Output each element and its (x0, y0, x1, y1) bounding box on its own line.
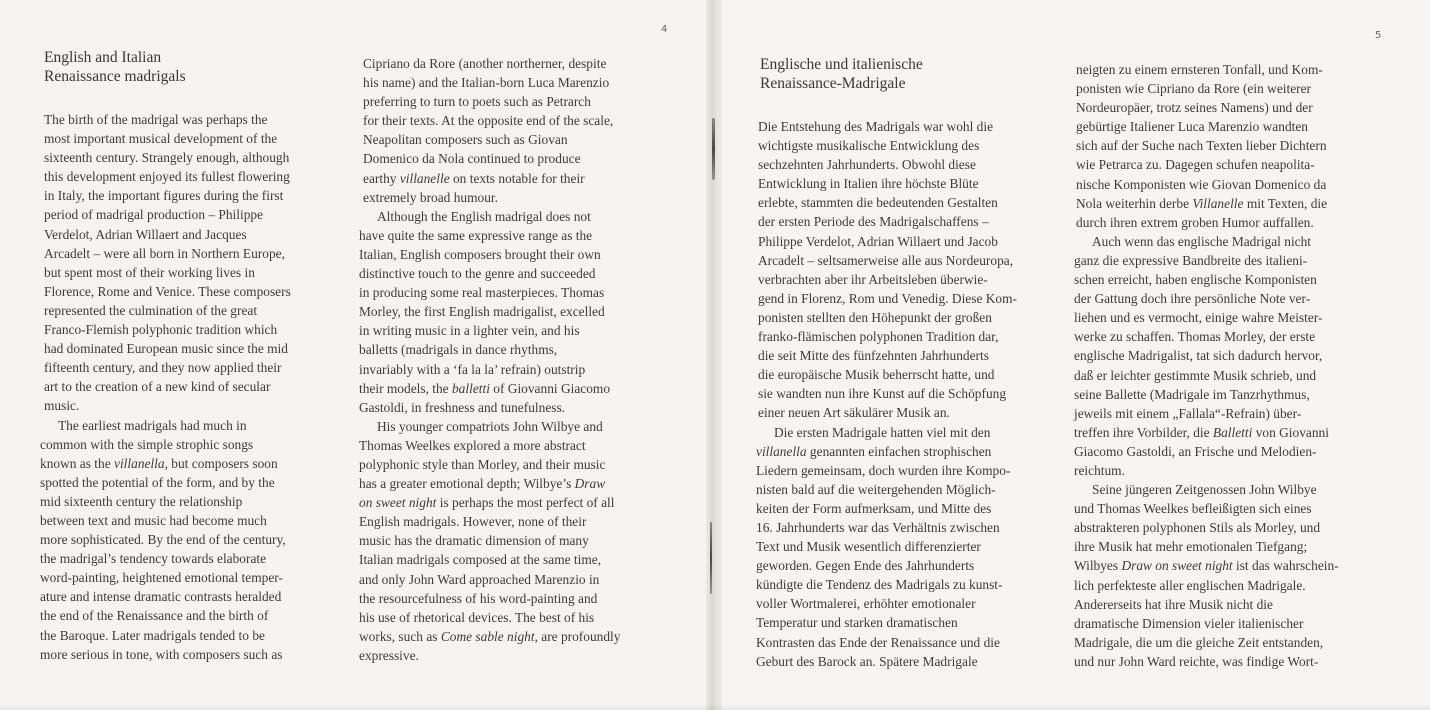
text-line: in producing some real masterpieces. Thomas (359, 285, 605, 301)
text-run: known as the (40, 455, 115, 471)
text-run: , but composers soon (164, 455, 278, 471)
text-line (40, 454, 345, 473)
text-line: mid sixteenth century the relationship (40, 493, 243, 509)
text-line: have quite the same expressive range as the (359, 227, 593, 243)
text-line: Madrigale, die um die gleiche Zeit entstanden, (1074, 634, 1324, 650)
italic-term: Draw (574, 476, 606, 492)
text-line: die seit Mitte des fünfzehnten Jahrhunderts (758, 348, 989, 364)
paragraph (756, 423, 1061, 671)
text-line: ature and intense dramatic contrasts heralded (40, 589, 282, 605)
text-line: lich perfekteste aller englischen Madrigale. (1074, 577, 1306, 593)
text-line: his use of rhetorical devices. The best of his (359, 609, 595, 625)
paragraph (359, 207, 669, 417)
text-line: ponisten wie Cipriano da Rore (ein weiterer (1076, 81, 1312, 97)
text-line: extremely broad humour. (363, 189, 498, 205)
text-line: ganz die expressive Bandbreite des italieni- (1074, 252, 1308, 268)
text-line: Florence, Rome and Venice. These composers (44, 283, 291, 299)
text-line: die europäische Musik beherrscht hatte, und (758, 367, 995, 383)
text-run: genannten einfachen strophischen (806, 443, 992, 459)
text-line: this development enjoyed its fullest flowering (44, 169, 290, 185)
text-line: Although the English madrigal does not (377, 208, 591, 224)
text-line: Die ersten Madrigale hatten viel mit den (774, 424, 991, 440)
text-line: distinctive touch to the genre and succeeded (359, 266, 596, 282)
text-line: English madrigals. However, none of their (359, 514, 587, 530)
text-run: von Giovanni (1252, 424, 1329, 440)
paragraph (1074, 60, 1384, 232)
text-line: for their texts. At the opposite end of the scale, (363, 113, 614, 129)
paragraph (40, 110, 345, 416)
binding-mark-bottom (710, 522, 712, 594)
text-line: expressive. (359, 647, 419, 663)
text-line: wichtigste musikalische Entwicklung des (758, 138, 980, 154)
italic-term: balletti (451, 380, 490, 396)
page-number-right: 5 (1375, 30, 1382, 41)
text-line: Morley, the first English madrigalist, excelled (359, 304, 605, 320)
text-line (359, 474, 669, 493)
text-line: sixteenth century. Strangely enough, although (44, 150, 290, 166)
text-line: Geburt des Barock an. Spätere Madrigale (756, 653, 978, 669)
text-line: Franco-Flemish polyphonic tradition which (44, 322, 278, 338)
text-line: liehen und es vermocht, einige wahre Meister- (1074, 310, 1323, 326)
text-line: verbrachten aber ihr Arbeitsleben überwie- (758, 271, 988, 287)
text-line: but spent most of their working lives in (44, 264, 255, 280)
text-line: period of madrigal production – Philippe (44, 207, 264, 223)
text-line: Arcadelt – seltsamerweise alle aus Nordeuropa, (758, 252, 1014, 268)
english-column-1 (40, 48, 345, 664)
text-line: preferring to turn to poets such as Petrarch (363, 94, 591, 110)
text-line: nisten bald auf die weitergehenden Möglich- (756, 481, 996, 497)
text-line: between text and music had become much (40, 512, 267, 528)
text-line: more sophisticated. By the end of the century, (40, 532, 286, 548)
text-line: had dominated European music since the mid (44, 341, 288, 357)
text-line: der ersten Periode des Madrigalschaffens – (758, 214, 989, 230)
text-line: englische Madrigalist, tat sich dadurch hervor, (1074, 348, 1323, 364)
text-line: his name) and the Italian-born Luca Marenzio (363, 75, 610, 91)
text-line: Verdelot, Adrian Willaert and Jacques (44, 226, 247, 242)
text-line: Giacomo Gastoldi, an Frische und Melodien- (1074, 443, 1317, 459)
paragraph (40, 416, 345, 664)
text-line: Andererseits hat ihre Musik nicht die (1074, 596, 1273, 612)
text-line: in Italy, the important figures during the first (44, 188, 284, 204)
text-line: Text und Musik wesentlich differenzierter (756, 539, 981, 555)
text-line (756, 442, 1061, 461)
text-run: has a greater emotional depth; Wilbye’s (359, 476, 575, 492)
text-line: invariably with a ‘fa la la’ refrain) outstrip (359, 361, 586, 377)
text-line: sich auf der Suche nach Texten lieber Dichtern (1076, 138, 1327, 154)
text-line: Entwicklung in Italien ihre höchste Blüte (758, 176, 979, 192)
text-line: common with the simple strophic songs (40, 436, 254, 452)
text-line: voller Wortmalerei, erhöhter emotionaler (756, 596, 976, 612)
text-line: the madrigal’s tendency towards elaborate (40, 551, 267, 567)
text-line: ihre Musik hat mehr emotionalen Tiefgang; (1074, 539, 1308, 555)
text-line: dramatische Dimension vieler italienischer (1074, 615, 1304, 631)
italic-term: Come sable night (440, 628, 535, 644)
text-line: durch ihren extrem groben Humor auffallen. (1076, 214, 1314, 230)
text-line: The birth of the madrigal was perhaps the (44, 112, 268, 127)
text-line: in writing music in a lighter vein, and his (359, 323, 580, 339)
italic-term: Draw on sweet night (1121, 558, 1233, 574)
text-line: fifteenth century, and they now applied their (44, 360, 282, 376)
italic-term: on sweet night (359, 495, 437, 511)
text-line (359, 627, 669, 646)
text-run: is perhaps the most perfect of all (436, 495, 615, 511)
text-line: Domenico da Nola continued to produce (363, 151, 581, 167)
text-line: ponisten stellten den Höhepunkt der großen (758, 309, 992, 325)
text-line: Cipriano da Rore (another northerner, despite (363, 56, 607, 71)
text-line: seine Ballette (Madrigale im Tanzrhythmus, (1074, 386, 1310, 402)
english-heading-line: English and Italian (44, 49, 162, 66)
text-run: their models, the (359, 380, 452, 396)
text-line: sechzehnten Jahrhunderts. Obwohl diese (758, 157, 976, 173)
text-line: His younger compatriots John Wilbye and (377, 418, 603, 434)
text-line: art to the creation of a new kind of secular (44, 379, 271, 395)
text-run: Wilbyes (1074, 558, 1122, 574)
german-heading-line: Renaissance-Madrigale (760, 75, 906, 92)
text-run: ist das wahrschein- (1232, 558, 1339, 574)
page-bottom-shadow (0, 704, 1430, 710)
text-line: Arcadelt – were all born in Northern Europe, (44, 245, 285, 261)
text-line: most important musical development of the (44, 131, 278, 147)
text-run: of Giovanni Giacomo (489, 380, 611, 396)
paragraph (359, 417, 669, 665)
text-line (1076, 194, 1384, 213)
binding-mark-top (712, 118, 715, 180)
english-column-2 (359, 54, 669, 665)
text-line: und Thomas Weelkes befleißigten sich eines (1074, 501, 1312, 517)
text-line: neigten zu einem ernsteren Tonfall, und Kom- (1076, 62, 1323, 77)
text-line: the resourcefulness of his word-painting and (359, 590, 598, 606)
text-run: works, such as (359, 628, 441, 644)
text-line: gebürtige Italiener Luca Marenzio wandten (1076, 119, 1308, 135)
text-line: gend in Florenz, Rom und Venedig. Diese Kom- (758, 290, 1017, 306)
page-number-left: 4 (661, 24, 668, 35)
text-line: und nur John Ward reichte, was findige Wort- (1074, 653, 1319, 669)
text-line: sie wandten nun ihre Kunst auf die Schöpfung (758, 386, 1007, 402)
text-line: jeweils mit einem „Fallala“-Refrain) über- (1074, 405, 1302, 421)
text-line: and only John Ward approached Marenzio in (359, 571, 600, 587)
text-line (363, 169, 669, 188)
text-line: der Gattung doch ihre persönliche Note ver- (1074, 291, 1311, 307)
text-line: reichtum. (1074, 462, 1125, 478)
text-line: Die Entstehung des Madrigals war wohl die (758, 119, 994, 134)
german-column-2 (1074, 60, 1384, 671)
text-line: Kontrasten das Ende der Renaissance und die (756, 634, 1000, 650)
text-line: Temperatur und starken dramatischen (756, 615, 958, 631)
text-run: on texts notable for their (449, 170, 585, 186)
text-line: The earliest madrigals had much in (58, 417, 247, 433)
text-line: polyphonic style than Morley, and their music (359, 456, 606, 472)
text-run: , are profoundly (534, 628, 621, 644)
text-line: erlebte, stammten die bedeutenden Gestalten (758, 195, 998, 211)
text-line: Neapolitan composers such as Giovan (363, 132, 568, 148)
text-line: spotted the potential of the form, and by the (40, 474, 275, 490)
text-line: Seine jüngeren Zeitgenossen John Wilbye (1092, 482, 1317, 498)
text-run: Nola weiterhin derbe (1076, 195, 1193, 211)
text-line: abstrakteren polyphonen Stils als Morley, und (1074, 520, 1321, 536)
paragraph (359, 54, 669, 207)
text-line: franko-flämischen polyphonen Tradition dar, (758, 329, 999, 345)
paragraph (1074, 232, 1384, 480)
text-line: Philippe Verdelot, Adrian Willaert und Jacob (758, 233, 998, 249)
text-line (1074, 556, 1384, 575)
italic-term: Balletti (1212, 424, 1253, 440)
text-line: the Baroque. Later madrigals tended to be (40, 627, 265, 643)
english-heading (40, 48, 345, 86)
text-line: Thomas Weelkes explored a more abstract (359, 437, 586, 453)
text-line: einer neuen Art säkulärer Musik an. (758, 405, 950, 421)
text-line: represented the culmination of the great (44, 302, 258, 318)
text-run: treffen ihre Vorbilder, die (1074, 424, 1213, 440)
text-line: Gastoldi, in freshness and tunefulness. (359, 399, 566, 415)
text-line: keiten der Form aufmerksam, und Mitte des (756, 500, 992, 516)
text-line (1074, 423, 1384, 442)
text-line: music. (44, 398, 80, 414)
paragraph (756, 117, 1061, 423)
text-line: Italian madrigals composed at the same time, (359, 552, 602, 568)
text-line: more serious in tone, with composers such as (40, 646, 283, 662)
text-line: Auch wenn das englische Madrigal nicht (1092, 233, 1312, 249)
italic-term: villanelle (399, 170, 450, 186)
text-line: the end of the Renaissance and the birth of (40, 608, 269, 624)
text-line: wie Petrarca zu. Dagegen schufen neapolita- (1076, 157, 1315, 173)
text-line: daß er leichter gestimmte Musik schrieb, und (1074, 367, 1317, 383)
book-gutter (706, 0, 722, 710)
text-line: word-painting, heightened emotional temper- (40, 570, 283, 586)
text-line: Italian, English composers brought their own (359, 246, 601, 262)
italic-term: villanella (756, 443, 807, 459)
text-run: earthy (363, 170, 400, 186)
text-line (359, 379, 669, 398)
english-heading-line: Renaissance madrigals (44, 68, 186, 85)
text-line: werke zu schaffen. Thomas Morley, der erste (1074, 329, 1316, 345)
text-line: Nordeuropäer, trotz seines Namens) und der (1076, 100, 1313, 116)
text-line: music has the dramatic dimension of many (359, 533, 589, 549)
text-line: nische Komponisten wie Giovan Domenico da (1076, 176, 1327, 192)
german-heading (756, 55, 1061, 93)
text-line: balletts (madrigals in dance rhythms, (359, 342, 558, 358)
text-line: kündigte die Tendenz des Madrigals zu kunst- (756, 577, 1003, 593)
text-line: geworden. Gegen Ende des Jahrhunderts (756, 558, 975, 574)
german-heading-line: Englische und italienische (760, 56, 923, 73)
italic-term: villanella (114, 455, 165, 471)
text-line (359, 493, 669, 512)
paragraph (1074, 480, 1384, 671)
text-line: 16. Jahrhunderts war das Verhältnis zwischen (756, 519, 1000, 535)
text-line: schen erreicht, haben englische Komponisten (1074, 272, 1317, 288)
italic-term: Villanelle (1192, 195, 1244, 211)
german-column-1 (756, 55, 1061, 671)
text-line: Liedern gemeinsam, doch wurden ihre Kompo- (756, 462, 1011, 478)
text-run: mit Texten, die (1243, 195, 1328, 211)
